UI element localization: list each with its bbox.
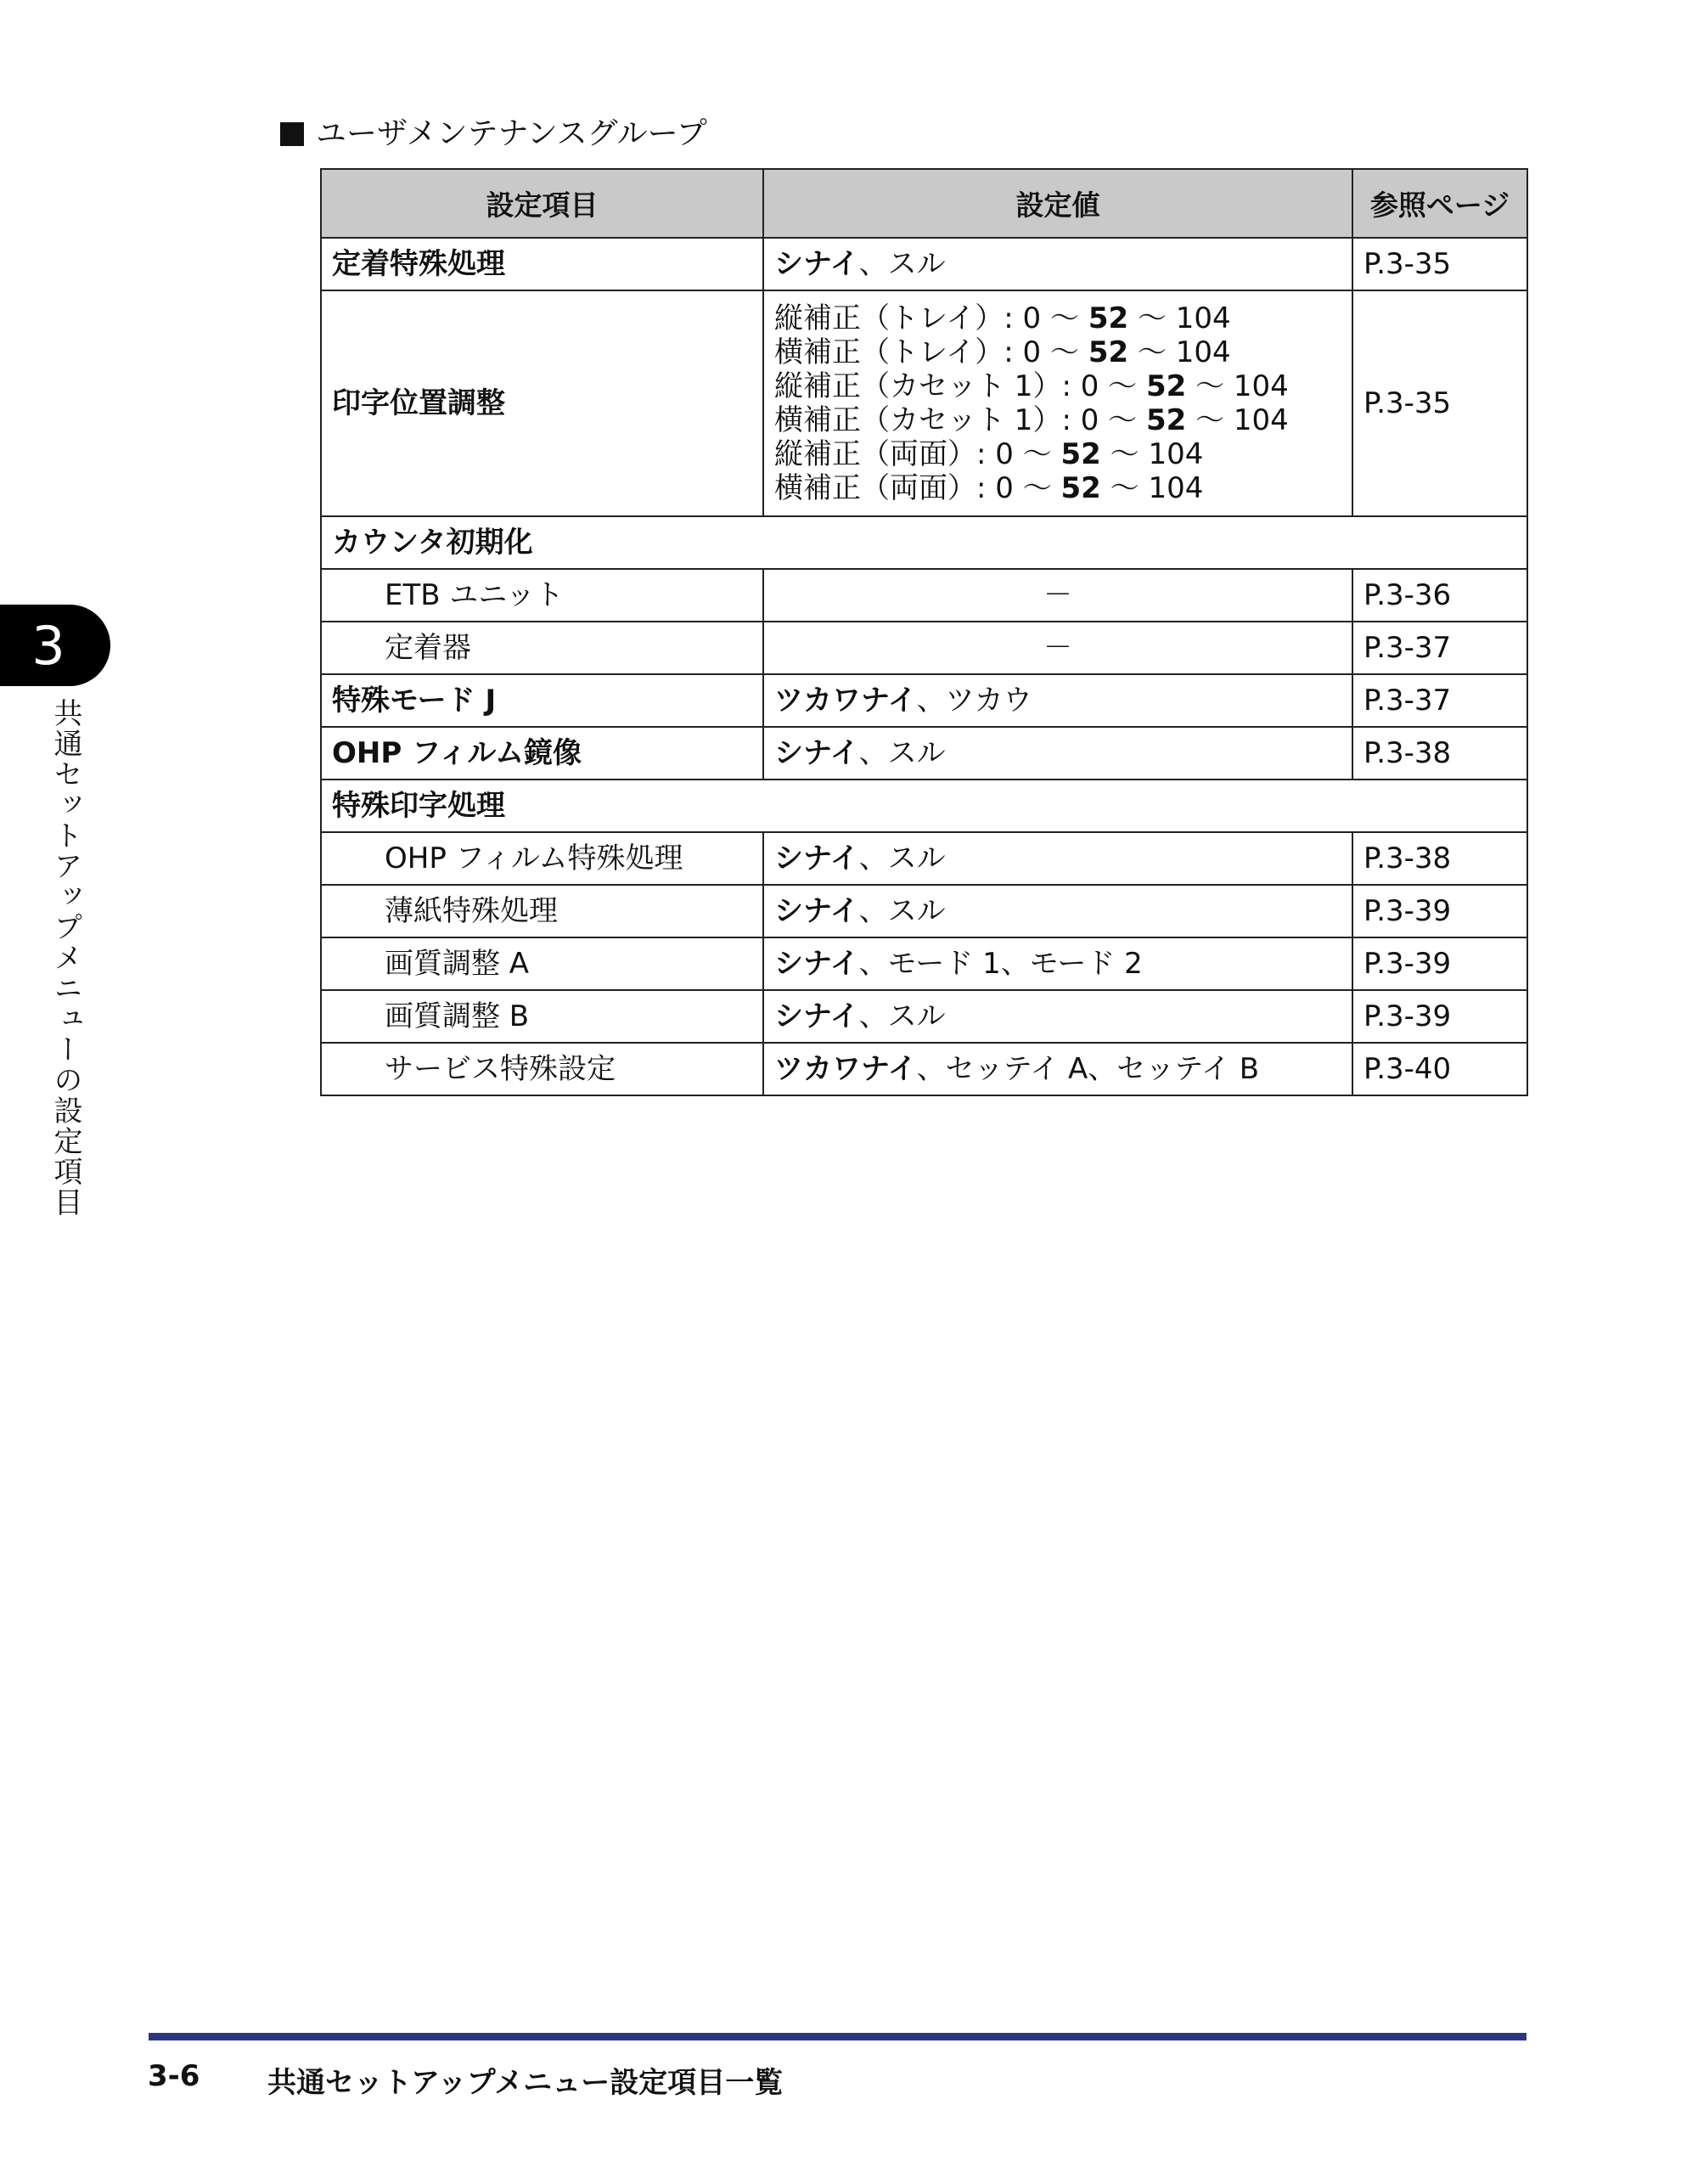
setting-value	[763, 727, 1352, 780]
reference-page: P.3-38	[1352, 727, 1527, 780]
group-row	[321, 516, 1527, 569]
value-line: 横補正（両面）: 0 ～ 52 ～ 104	[774, 471, 1204, 505]
reference-page: P.3-35	[1352, 290, 1527, 516]
default-value: シナイ	[774, 999, 859, 1033]
setting-name: OHP フィルム特殊処理	[321, 832, 763, 885]
page-number: 3-6	[148, 2059, 200, 2093]
value-line: 縦補正（両面）: 0 ～ 52 ～ 104	[774, 437, 1204, 471]
default-value: シナイ	[774, 842, 859, 875]
setting-name: ETB ユニット	[321, 569, 763, 622]
table-row	[321, 832, 1527, 885]
setting-value	[763, 238, 1352, 290]
other-values: 、スル	[858, 736, 946, 770]
setting-name: サービス特殊設定	[321, 1043, 763, 1095]
setting-value	[763, 990, 1352, 1043]
footer-rule	[149, 2033, 1527, 2040]
setting-value	[763, 290, 1352, 516]
reference-page: P.3-39	[1352, 885, 1527, 937]
other-values: 、スル	[858, 842, 946, 875]
group-name: 特殊印字処理	[321, 780, 1527, 832]
table-row	[321, 290, 1527, 516]
reference-page: P.3-39	[1352, 937, 1527, 990]
other-values: 、モード 1、モード 2	[858, 947, 1143, 981]
default-value: シナイ	[774, 947, 859, 981]
reference-page: P.3-39	[1352, 990, 1527, 1043]
table-row	[321, 569, 1527, 622]
footer-title: 共通セットアップメニュー設定項目一覧	[267, 2066, 784, 2100]
default-value: ツカワナイ	[774, 1052, 917, 1086]
setting-value	[763, 937, 1352, 990]
setting-value: －	[763, 622, 1352, 674]
default-value: シナイ	[774, 736, 859, 770]
reference-page: P.3-40	[1352, 1043, 1527, 1095]
reference-page: P.3-36	[1352, 569, 1527, 622]
table-header-row	[321, 169, 1527, 238]
header-setting-value: 設定値	[763, 169, 1352, 238]
section-heading-text: ユーザメンテナンスグループ	[316, 116, 707, 151]
section-heading	[280, 115, 707, 153]
setting-value	[763, 674, 1352, 727]
other-values: 、セッテイ A、セッテイ B	[916, 1052, 1260, 1086]
other-values: 、スル	[858, 247, 946, 281]
chapter-vertical-title: 共通セットアップメニューの設定項目	[48, 698, 82, 1218]
table-row	[321, 622, 1527, 674]
table-row	[321, 937, 1527, 990]
reference-page: P.3-38	[1352, 832, 1527, 885]
table-row	[321, 674, 1527, 727]
setting-name: 印字位置調整	[321, 290, 763, 516]
group-row	[321, 780, 1527, 832]
other-values: 、スル	[858, 894, 946, 928]
setting-value	[763, 885, 1352, 937]
value-line: 横補正（トレイ）: 0 ～ 52 ～ 104	[774, 335, 1231, 369]
reference-page: P.3-37	[1352, 674, 1527, 727]
header-setting-item: 設定項目	[321, 169, 763, 238]
group-name: カウンタ初期化	[321, 516, 1527, 569]
table-row	[321, 1043, 1527, 1095]
value-line: 縦補正（カセット 1）: 0 ～ 52 ～ 104	[774, 369, 1289, 403]
setting-name: 画質調整 B	[321, 990, 763, 1043]
setting-name: 定着器	[321, 622, 763, 674]
setting-value: －	[763, 569, 1352, 622]
value-line: 縦補正（トレイ）: 0 ～ 52 ～ 104	[774, 301, 1231, 335]
default-value: シナイ	[774, 247, 859, 281]
table-row	[321, 990, 1527, 1043]
other-values: 、スル	[858, 999, 946, 1033]
setting-name: 薄紙特殊処理	[321, 885, 763, 937]
value-line: 横補正（カセット 1）: 0 ～ 52 ～ 104	[774, 403, 1289, 437]
default-value: ツカワナイ	[774, 684, 917, 718]
chapter-number-badge: 3	[0, 605, 110, 686]
setting-name: 画質調整 A	[321, 937, 763, 990]
setting-name: OHP フィルム鏡像	[321, 727, 763, 780]
setting-value	[763, 1043, 1352, 1095]
table-row	[321, 885, 1527, 937]
default-value: シナイ	[774, 894, 859, 928]
setting-name: 定着特殊処理	[321, 238, 763, 290]
table-row	[321, 238, 1527, 290]
settings-table	[320, 168, 1528, 1096]
header-reference-page: 参照ページ	[1352, 169, 1527, 238]
setting-name: 特殊モード J	[321, 674, 763, 727]
reference-page: P.3-35	[1352, 238, 1527, 290]
reference-page: P.3-37	[1352, 622, 1527, 674]
table-row	[321, 727, 1527, 780]
setting-value	[763, 832, 1352, 885]
other-values: 、ツカウ	[916, 684, 1032, 718]
square-bullet-icon	[280, 122, 304, 146]
